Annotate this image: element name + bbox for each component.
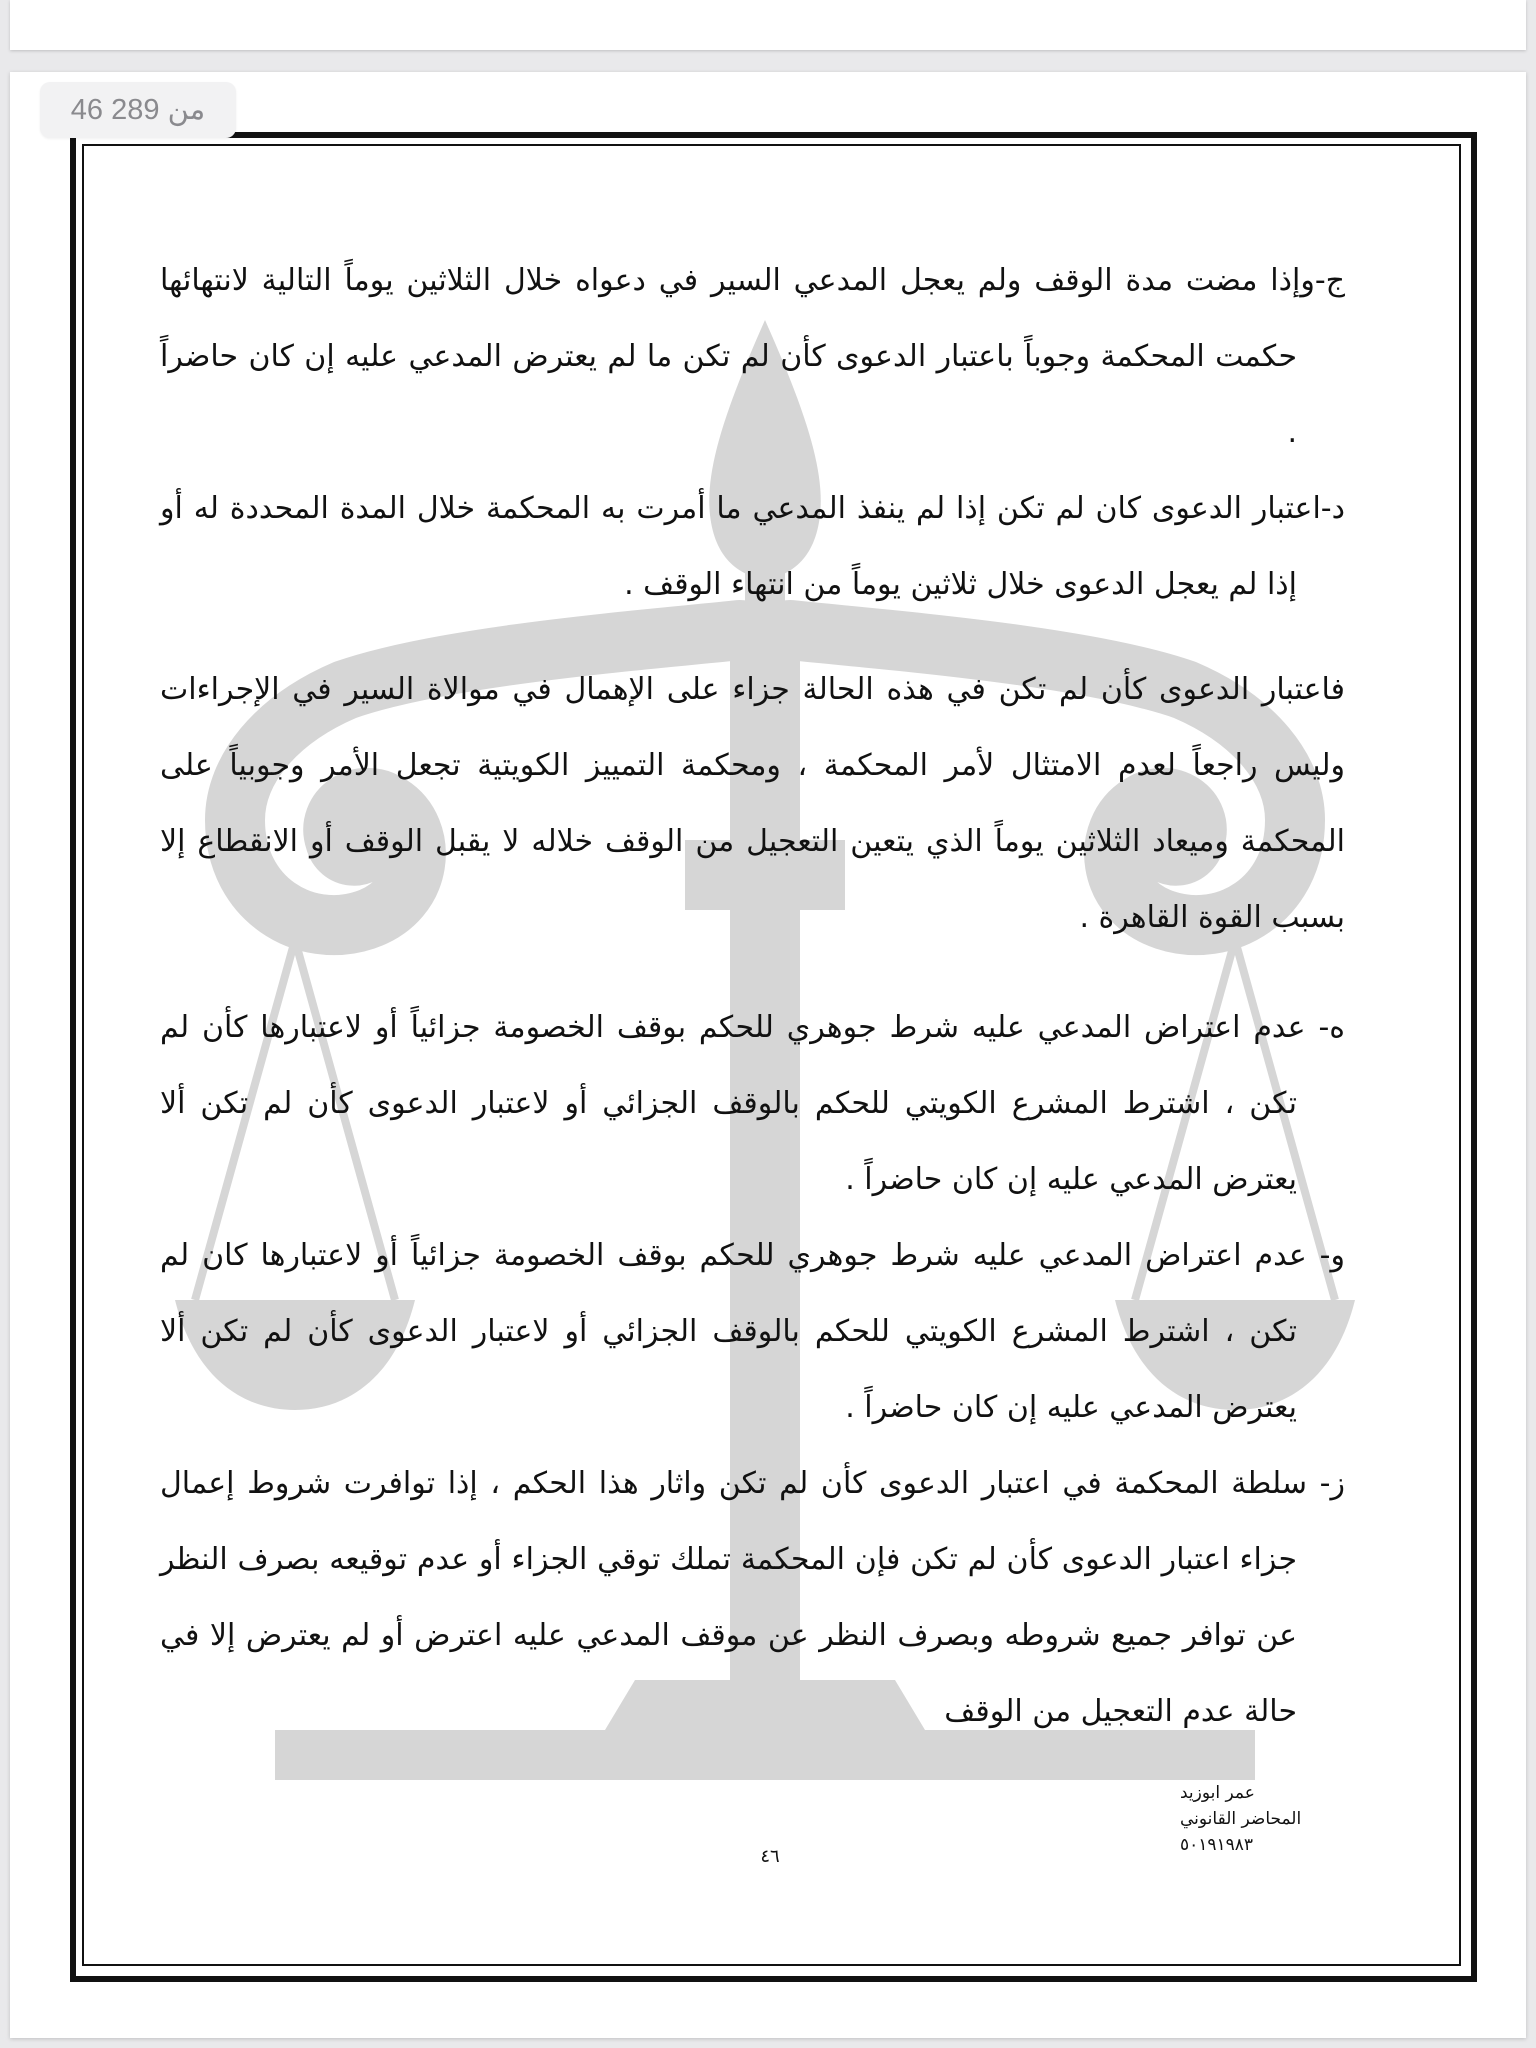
list-section-1 xyxy=(160,243,1345,623)
text-line: لاعتبار الدعوى كأن لم تكن ألا يعترض المدعي عليه إن كان حاضراً . xyxy=(160,1086,1297,1197)
paragraph-text xyxy=(160,652,1345,956)
text-line: لاعتبارها كأن لم تكن ، اشترط المشرع الكويتي للحكم بالوقف الجزائي أو xyxy=(160,1010,1297,1121)
text-line: ز- سلطة المحكمة في اعتبار الدعوى كأن لم تكن واثار هذا الحكم ، إذا توافرت xyxy=(343,1466,1345,1501)
list-item-ha xyxy=(160,990,1345,1218)
text-line: الأمر وجوبياً على المحكمة وميعاد الثلاثين يوماً الذي يتعين التعجيل من الوقف xyxy=(160,748,1345,859)
text-line: أو عدم توقيعه بصرف النظر عن توافر جميع شروطه وبصرف النظر عن xyxy=(160,1542,1298,1653)
text-line: المحددة له أو إذا لم يعجل الدعوى خلال ثلاثين يوماً من انتهاء الوقف . xyxy=(160,491,1297,602)
text-line: لاعتبارها كان لم تكن ، اشترط المشرع الكويتي للحكم بالوقف الجزائي أو xyxy=(160,1238,1297,1349)
list-item-waw xyxy=(160,1218,1345,1446)
text-line: الإجراءات وليس راجعاً لعدم الامتثال لأمر المحكمة ، ومحكمة التمييز الكويتية تجعل xyxy=(160,672,1345,783)
list-item-dal xyxy=(160,471,1345,623)
text-line: ه- عدم اعتراض المدعي عليه شرط جوهري للحكم بوقف الخصومة جزائياً أو xyxy=(374,1010,1345,1045)
text-line: شروط إعمال جزاء اعتبار الدعوى كأن لم تكن فإن المحكمة تملك توقي الجزاء xyxy=(160,1466,1297,1577)
page-number: ٤٦ xyxy=(760,1846,780,1867)
text-line: و- عدم اعتراض المدعي عليه شرط جوهري للحكم بوقف الخصومة جزائياً أو xyxy=(375,1238,1345,1273)
text-line: ج-وإذا مضت مدة الوقف ولم يعجل المدعي السير في دعواه خلال الثلاثين يوماً xyxy=(344,263,1346,298)
text-line: خلاله لا يقبل الوقف أو الانقطاع إلا بسبب القوة القاهرة . xyxy=(160,824,1345,935)
text-line: د-اعتبار الدعوى كان لم تكن إذا لم ينفذ المدعي ما أمرت به المحكمة خلال المدة xyxy=(339,491,1345,526)
text-line: المدعي عليه إن كان حاضراً . xyxy=(160,339,1297,450)
body-paragraph xyxy=(160,652,1345,956)
text-line: لاعتبار الدعوى كأن لم تكن ألا يعترض المدعي عليه إن كان حاضراً . xyxy=(160,1314,1297,1425)
list-item-jeem xyxy=(160,243,1345,471)
text-line: فاعتبار الدعوى كأن لم تكن في هذه الحالة جزاء على الإهمال في موالاة السير في xyxy=(292,672,1345,707)
author-title: المحاضر القانوني xyxy=(1180,1809,1302,1829)
author-name: عمر ابوزيد xyxy=(1180,1783,1255,1803)
text-line: التالية لانتهائها حكمت المحكمة وجوباً باعتبار الدعوى كأن لم تكن ما لم يعترض xyxy=(160,263,1298,374)
author-phone: ٥٠١٩١٩٨٣ xyxy=(1180,1835,1254,1855)
list-section-2 xyxy=(160,990,1345,1750)
previous-page-edge xyxy=(10,0,1526,50)
author-signature xyxy=(1180,1780,1385,1858)
text-line: موقف المدعي عليه اعترض أو لم يعترض إلا في حالة عدم التعجيل من الوقف xyxy=(160,1618,1297,1729)
page-indicator: 46 من 289 xyxy=(40,82,236,138)
list-item-zay xyxy=(160,1446,1345,1750)
